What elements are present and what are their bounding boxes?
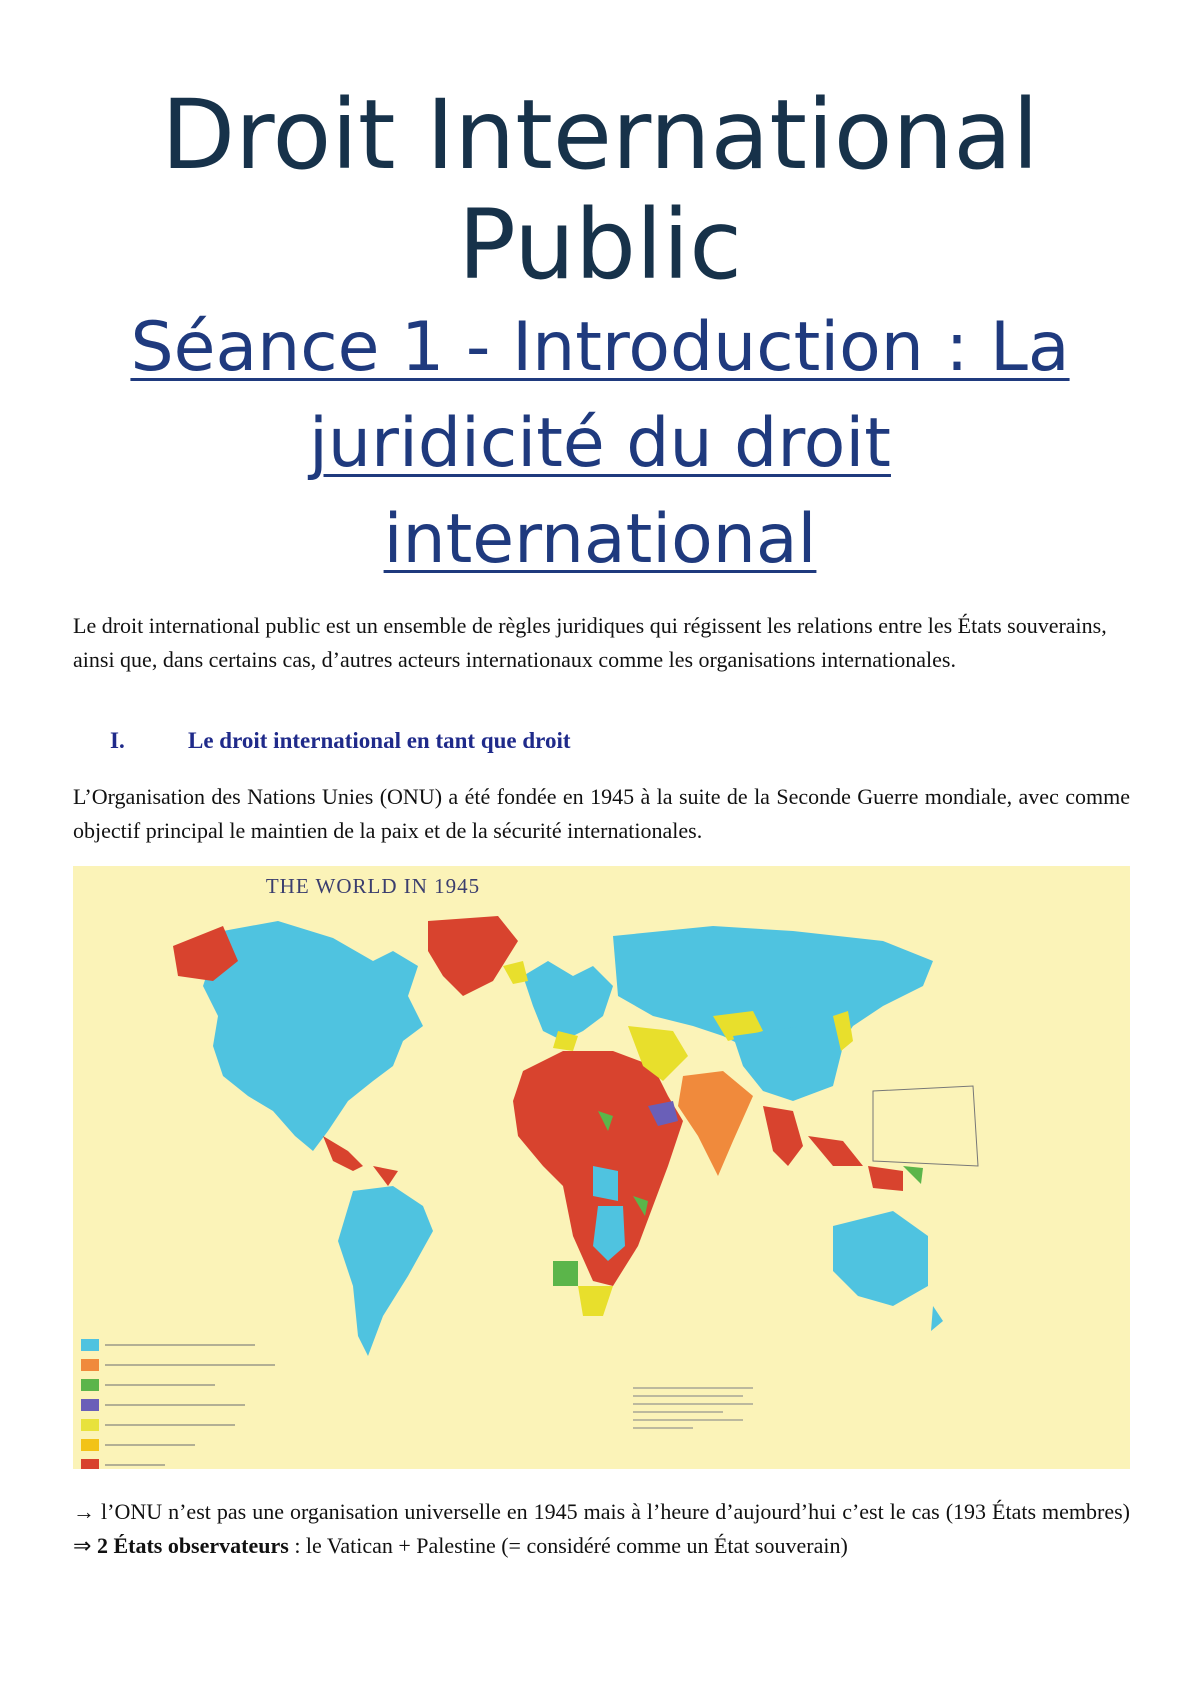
legend-item xyxy=(81,1416,275,1434)
onu-paragraph: L’Organisation des Nations Unies (ONU) a été fondée en 1945 à la suite de la Seconde Guerre mondiale, avec comme objectif principal le maintien de la paix et de la sécurité internationales. xyxy=(73,784,1130,843)
section-number: I. xyxy=(110,728,125,753)
legend-item xyxy=(81,1456,275,1469)
document-title xyxy=(0,80,1200,300)
section-title: Le droit international en tant que droit xyxy=(188,728,571,753)
title-line-1: Droit International xyxy=(161,79,1039,191)
legend-item xyxy=(81,1356,275,1374)
paragraph2-part-1: → l’ONU n’est pas une organisation universelle en 1945 mais à l’heure d’aujourd’hui c’est le cas (193 États membres) ⇒ xyxy=(73,1499,1130,1558)
subtitle-line-2: juridicité du droit xyxy=(309,404,891,483)
legend-item xyxy=(81,1396,275,1414)
legend-item xyxy=(81,1336,275,1354)
title-line-2: Public xyxy=(457,189,743,301)
subtitle-line-3: international xyxy=(383,500,817,579)
legend-item xyxy=(81,1436,275,1454)
map-notes xyxy=(633,1381,753,1435)
session-subtitle xyxy=(90,300,1110,588)
subtitle-line-1: Séance 1 - Introduction : La xyxy=(130,308,1070,387)
legend-item xyxy=(81,1376,275,1394)
onu-status-paragraph xyxy=(73,1495,1130,1563)
intro-paragraph: Le droit international public est un ensemble de règles juridiques qui régissent les relations entre les États souverains, ainsi que, dans certains cas, d’autres acteurs internationaux comme les organisations internationales. xyxy=(73,613,1107,672)
world-1945-map xyxy=(73,866,1130,1469)
paragraph2-part-2: : le Vatican + Palestine (= considéré comme un État souverain) xyxy=(288,1533,848,1558)
map-title: THE WORLD IN 1945 xyxy=(265,874,481,898)
section-heading xyxy=(110,728,571,754)
observer-states-bold: 2 États observateurs xyxy=(96,1533,289,1558)
map-legend xyxy=(81,1336,275,1469)
